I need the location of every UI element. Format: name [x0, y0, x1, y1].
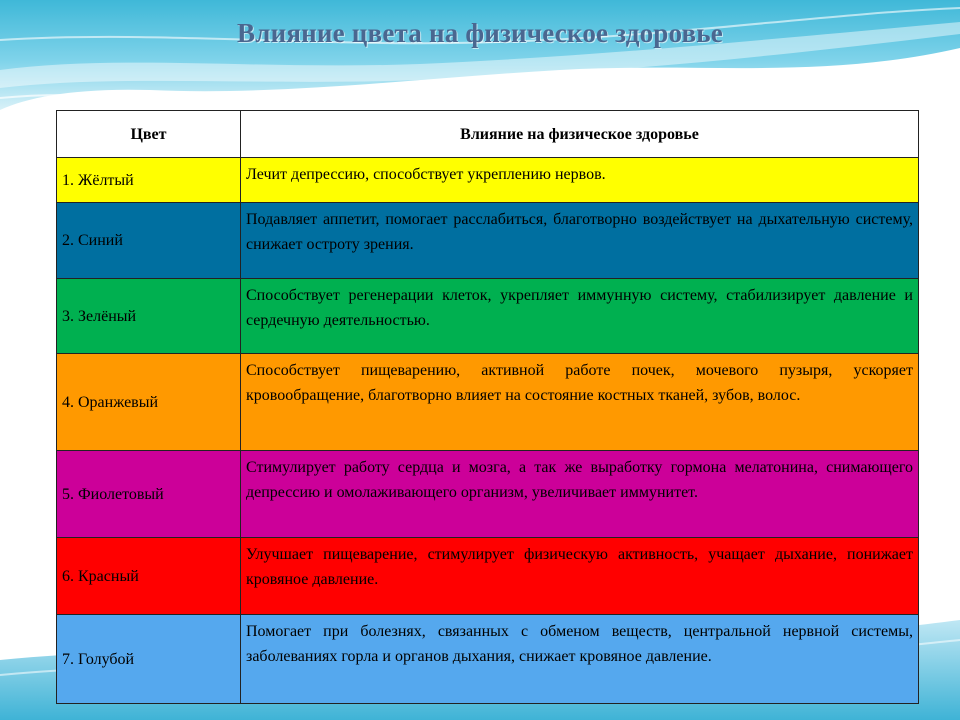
color-name-cell: 6. Красный	[57, 538, 241, 615]
color-name-cell: 3. Зелёный	[57, 279, 241, 354]
effect-cell: Стимулирует работу сердца и мозга, а так же выработку гормона мелатонина, снимающего депрессию и омолаживающего организм, увеличивает иммунитет.	[241, 451, 919, 538]
color-name-cell: 2. Синий	[57, 203, 241, 279]
header-effect: Влияние на физическое здоровье	[241, 111, 919, 158]
table-row	[57, 615, 919, 704]
table-row	[57, 451, 919, 538]
slide-title: Влияние цвета на физическое здоровье	[237, 18, 723, 48]
color-influence-table	[56, 110, 919, 704]
effect-cell: Улучшает пищеварение, стимулирует физическую активность, учащает дыхание, понижает кровяное давление.	[241, 538, 919, 615]
table-row	[57, 158, 919, 203]
effect-cell: Лечит депрессию, способствует укреплению нервов.	[241, 158, 919, 203]
color-name-cell: 1. Жёлтый	[57, 158, 241, 203]
color-name-cell: 7. Голубой	[57, 615, 241, 704]
table-header-row	[57, 111, 919, 158]
effect-cell: Способствует регенерации клеток, укрепляет иммунную систему, стабилизирует давление и сердечную деятельностью.	[241, 279, 919, 354]
table-row	[57, 203, 919, 279]
table-row	[57, 354, 919, 451]
effect-cell: Подавляет аппетит, помогает расслабиться, благотворно воздействует на дыхательную систему, снижает остроту зрения.	[241, 203, 919, 279]
header-color: Цвет	[57, 111, 241, 158]
effect-cell: Помогает при болезнях, связанных с обменом веществ, центральной нервной системы, заболеваниях горла и органов дыхания, снижает кровяное давление.	[241, 615, 919, 704]
table-row	[57, 279, 919, 354]
table-row	[57, 538, 919, 615]
color-name-cell: 4. Оранжевый	[57, 354, 241, 451]
color-name-cell: 5. Фиолетовый	[57, 451, 241, 538]
effect-cell: Способствует пищеварению, активной работе почек, мочевого пузыря, ускоряет кровообращение, благотворно влияет на состояние костных тканей, зубов, волос.	[241, 354, 919, 451]
